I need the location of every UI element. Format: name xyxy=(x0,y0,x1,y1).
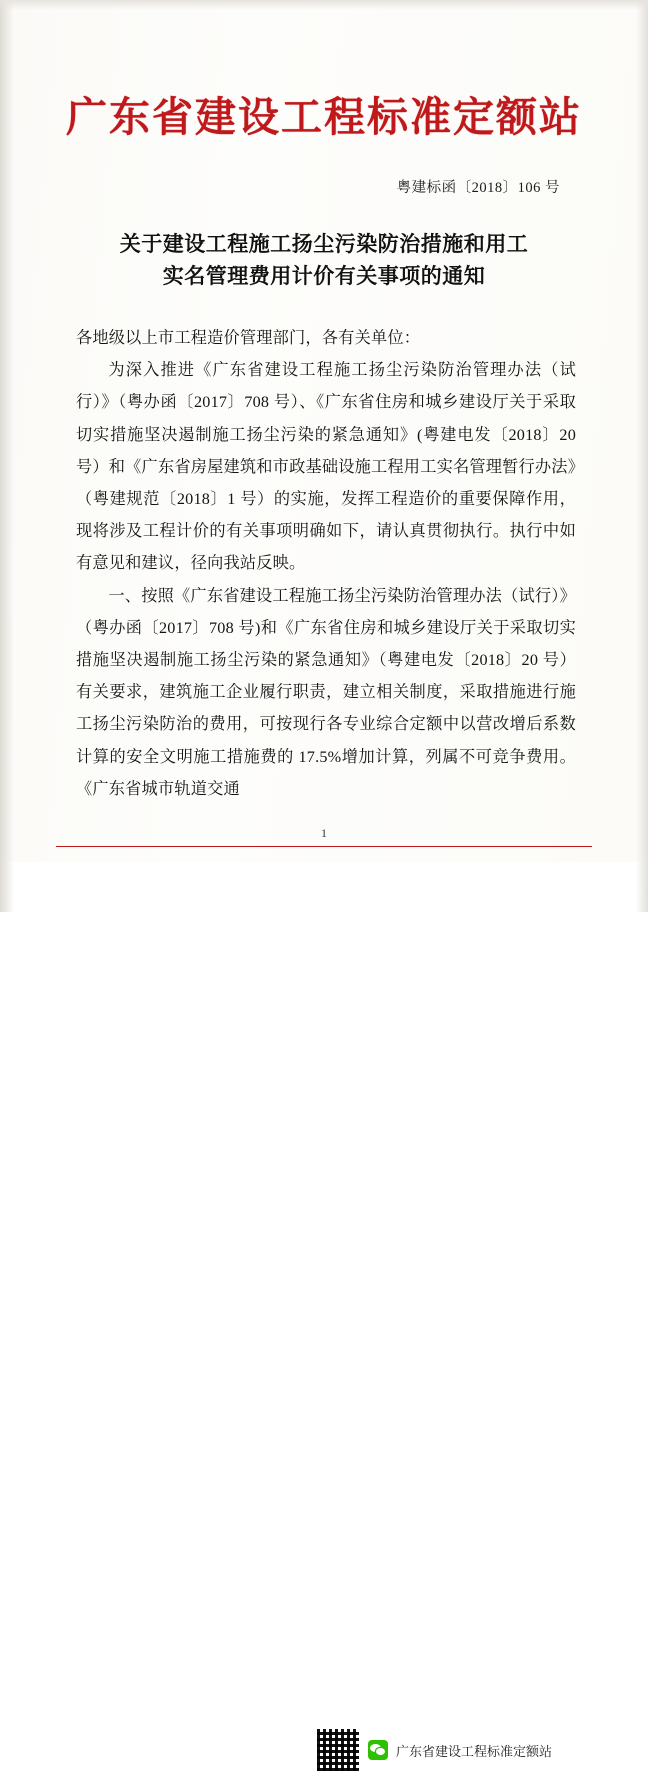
footer-bar xyxy=(0,862,648,1759)
wechat-icon xyxy=(368,1740,388,1760)
document-title-line-2: 实名管理费用计价有关事项的通知 xyxy=(162,264,486,288)
qr-code-icon[interactable] xyxy=(316,1728,360,1772)
paragraph-salutation: 各地级以上市工程造价管理部门，各有关单位： xyxy=(76,329,421,347)
page-number: 1 xyxy=(321,826,327,840)
wechat-follow-block[interactable] xyxy=(316,1728,552,1772)
issuing-organization: 广东省建设工程标准定额站 xyxy=(66,93,582,141)
paragraph-preamble: 为深入推进《广东省建设工程施工扬尘污染防治管理办法（试行）》（粤办函〔2017〕708 号）、《广东省住房和城乡建设厅关于采取切实措施坚决遏制施工扬尘污染的紧急通知》(粤建电发〔2018〕20 号）和《广东省房屋建筑和市政基础设施工程用工实名管理暂行办法》（粤建规范〔2018〕1 号）的实施，发挥工程造价的重要保障作用，现将涉及工程计价的有关事项明确如下，请认真贯彻执行。执行中如有意见和建议，径向我站反映。 xyxy=(76,361,576,573)
paragraph-item-1: 一、按照《广东省建设工程施工扬尘污染防治管理办法（试行）》（粤办函〔2017〕708 号)和《广东省住房和城乡建设厅关于采取切实措施坚决遏制施工扬尘污染的紧急通知》（粤建电发〔2018〕20 号）有关要求，建筑施工企业履行职责，建立相关制度，采取措施进行施工扬尘污染防治的费用，可按现行各专业综合定额中以营改增后系数计算的安全文明施工措施费的 17.5%增加计算，列属不可竞争费用。《广东省城市轨道交通 xyxy=(76,586,576,798)
footer-divider xyxy=(56,846,592,847)
document-title-line-1: 关于建设工程施工扬尘污染防治措施和用工 xyxy=(119,232,529,256)
document-number: 粤建标函〔2018〕106 号 xyxy=(396,180,560,196)
document-title xyxy=(72,228,576,292)
document-header xyxy=(0,84,648,143)
wechat-account-name: 广东省建设工程标准定额站 xyxy=(395,1743,552,1759)
document-body xyxy=(76,322,576,805)
